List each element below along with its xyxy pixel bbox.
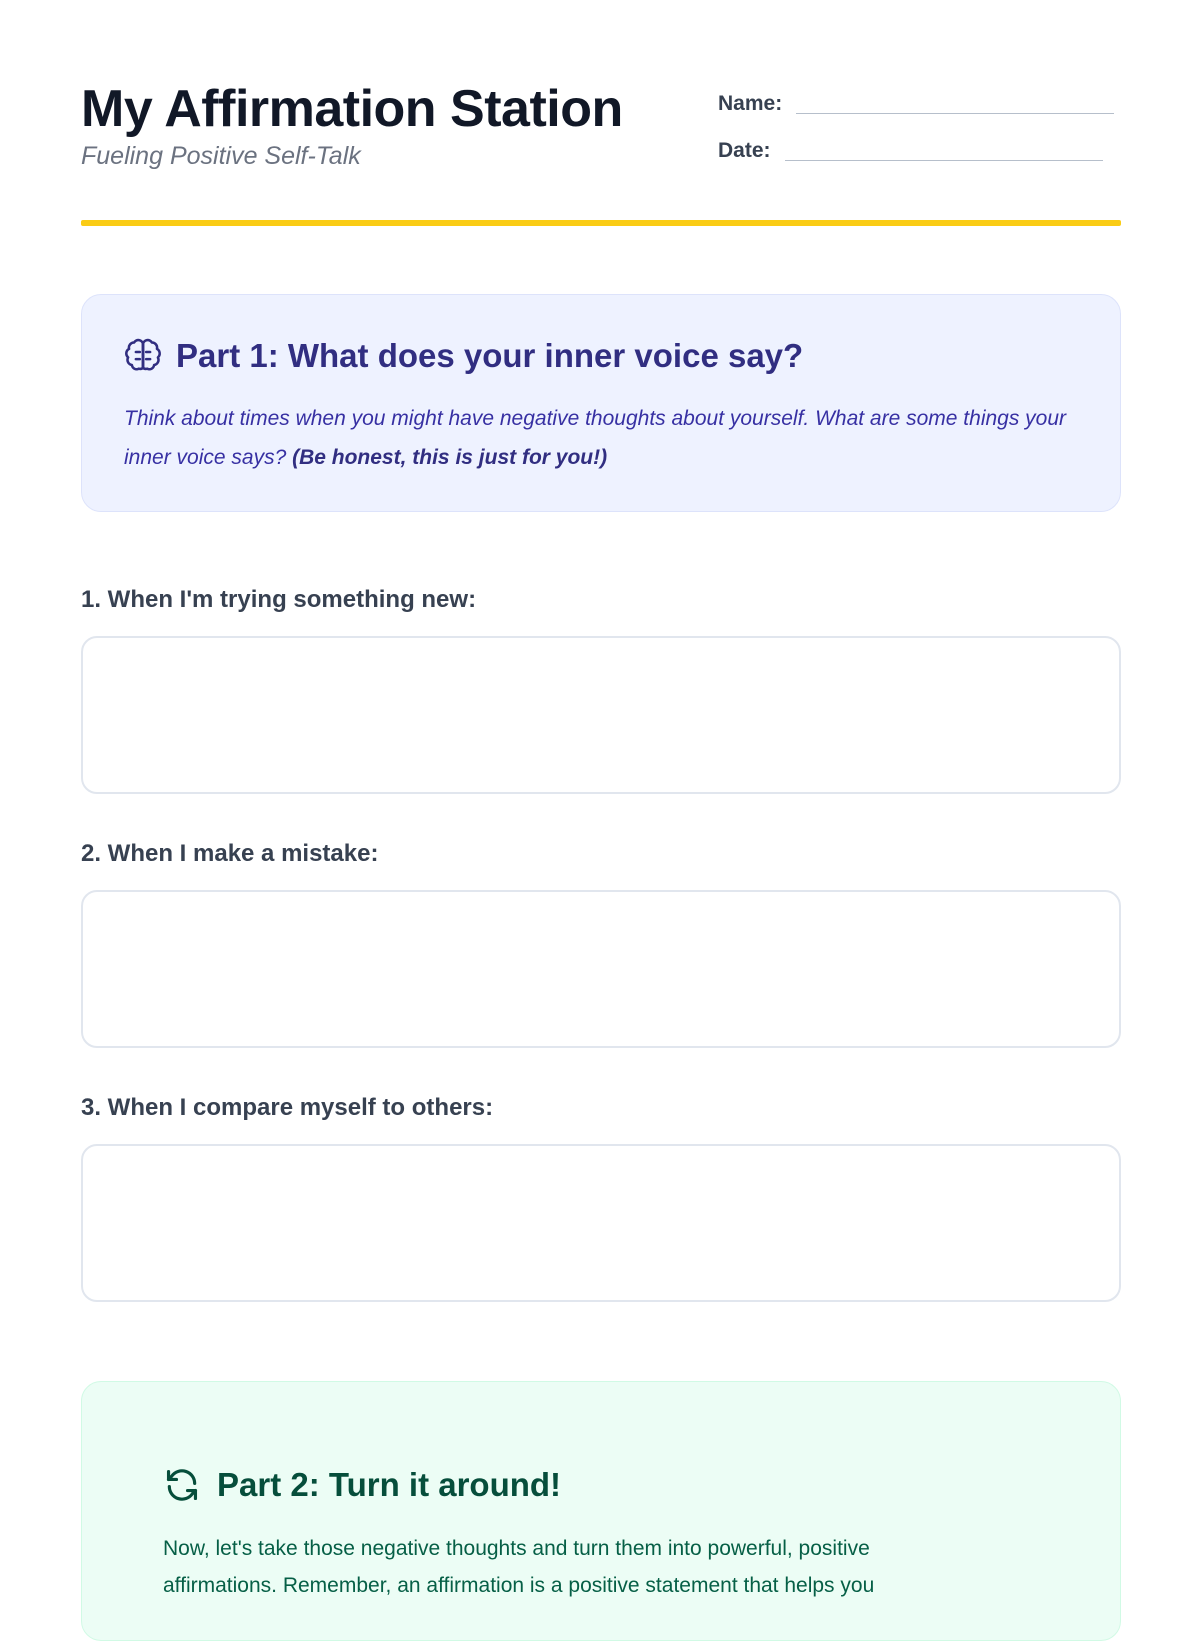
part2-instructions: Now, let's take those negative thoughts and turn them into powerful, positive affirmations. Remember, an affirmation is a positive statement that helps you xyxy=(163,1537,875,1597)
question-3-answer-box[interactable] xyxy=(81,1144,1121,1302)
name-label: Name: xyxy=(718,92,783,115)
question-2-answer-box[interactable] xyxy=(81,890,1121,1048)
name-input-line[interactable] xyxy=(796,113,1114,114)
refresh-icon xyxy=(163,1466,201,1504)
question-3-label: 3. When I compare myself to others: xyxy=(81,1094,494,1121)
part2-title: Part 2: Turn it around! xyxy=(217,1466,562,1503)
part1-card xyxy=(81,294,1121,512)
part2-card xyxy=(81,1381,1121,1641)
part1-title: Part 1: What does your inner voice say? xyxy=(176,337,804,374)
date-input-line[interactable] xyxy=(785,160,1103,161)
date-field xyxy=(718,139,1103,163)
part1-instructions xyxy=(124,399,1084,477)
question-1-answer-box[interactable] xyxy=(81,636,1121,794)
part1-intro-text: Think about times when you might have negative thoughts about yourself. What are some things your inner voice says? xyxy=(124,407,1067,469)
brain-icon xyxy=(124,337,162,375)
part1-heading xyxy=(124,337,803,375)
name-field xyxy=(718,92,1114,116)
part1-intro-emphasis: (Be honest, this is just for you!) xyxy=(292,446,608,469)
date-label: Date: xyxy=(718,139,771,162)
worksheet-header xyxy=(81,78,1121,228)
question-2-label: 2. When I make a mistake: xyxy=(81,840,379,867)
part2-heading xyxy=(163,1466,561,1504)
page-subtitle: Fueling Positive Self-Talk xyxy=(81,142,361,170)
page-title: My Affirmation Station xyxy=(81,80,623,138)
header-divider xyxy=(81,220,1121,226)
question-1-label: 1. When I'm trying something new: xyxy=(81,586,477,613)
